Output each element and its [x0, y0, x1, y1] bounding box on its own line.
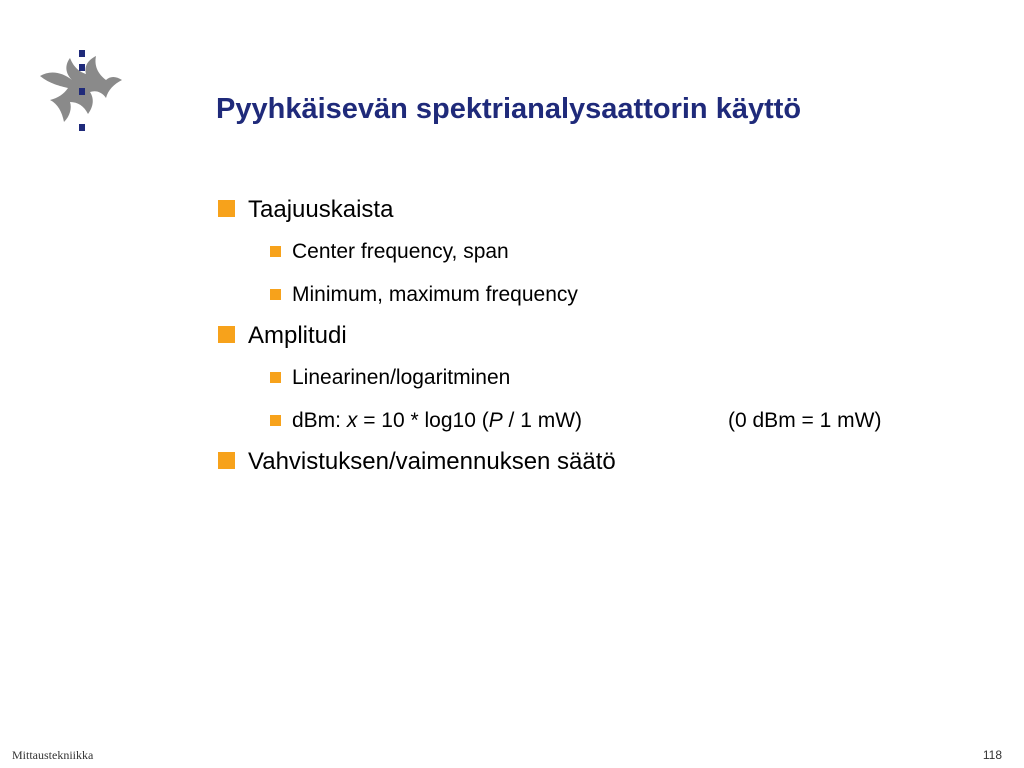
- subbullet-label: Linearinen/logaritminen: [292, 366, 511, 389]
- subbullet-center-frequency: [218, 230, 978, 273]
- bullet-label: Taajuuskaista: [248, 196, 394, 223]
- formula-suffix: / 1 mW): [502, 409, 583, 432]
- square-bullet-icon: [218, 452, 235, 469]
- square-bullet-icon: [270, 246, 281, 257]
- formula-mid: = 10 * log10 (: [357, 409, 489, 432]
- square-bullet-icon: [218, 326, 235, 343]
- bullet-label: Vahvistuksen/vaimennuksen säätö: [248, 448, 616, 475]
- bullet-vahvistus: [218, 442, 978, 482]
- formula-prefix: dBm:: [292, 409, 347, 432]
- square-bullet-icon: [270, 372, 281, 383]
- bullet-label: Amplitudi: [248, 322, 347, 349]
- subbullet-label: Center frequency, span: [292, 240, 509, 263]
- flame-logo-icon: [36, 46, 126, 136]
- slide-title: Pyyhkäisevän spektrianalysaattorin käyttö: [216, 93, 802, 125]
- square-bullet-icon: [270, 415, 281, 426]
- formula-var-p: P: [488, 409, 503, 432]
- university-logo: [36, 46, 126, 136]
- subbullet-linear-log: [218, 356, 978, 399]
- bullet-amplitudi: [218, 316, 978, 356]
- footer-course-name: Mittaustekniikka: [12, 748, 94, 762]
- formula-var-x: x: [346, 409, 358, 432]
- bullet-taajuuskaista: [218, 190, 978, 230]
- formula: [292, 409, 582, 432]
- formula-note: (0 dBm = 1 mW): [728, 409, 882, 432]
- subbullet-min-max-frequency: [218, 273, 978, 316]
- bullet-list: [218, 190, 978, 482]
- footer-page-number: 118: [982, 748, 1002, 762]
- square-bullet-icon: [218, 200, 235, 217]
- subbullet-label: Minimum, maximum frequency: [292, 283, 578, 306]
- square-bullet-icon: [270, 289, 281, 300]
- subbullet-dbm-formula: [218, 399, 978, 442]
